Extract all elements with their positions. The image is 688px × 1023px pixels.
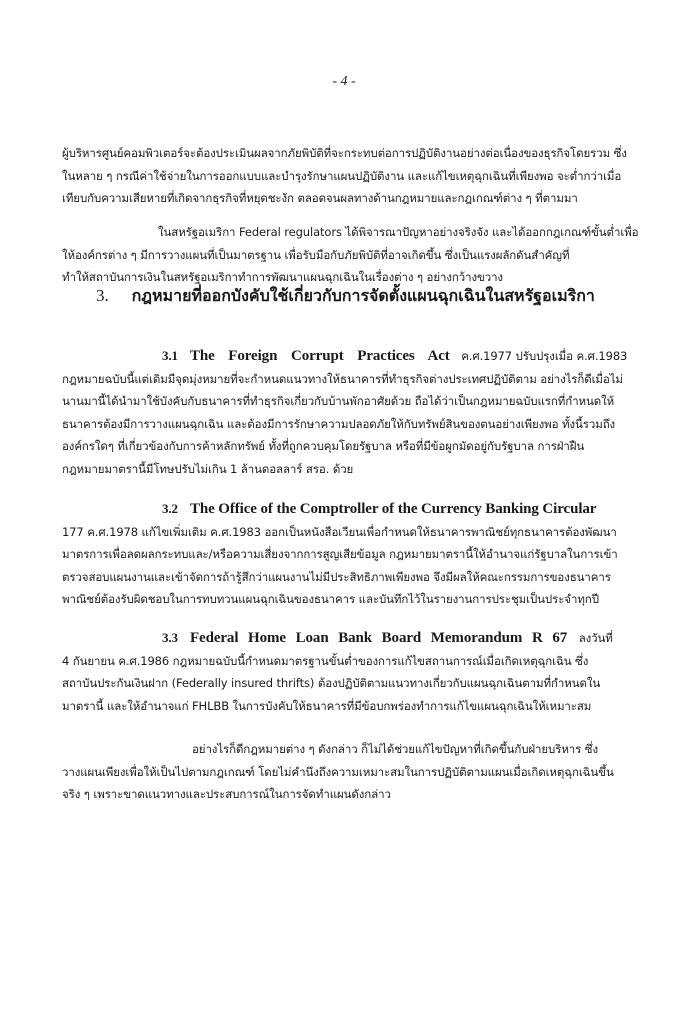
text-line: องค์กรใดๆ ที่เกี่ยวข้องกับการค้าหลักทรัพย์ ทั้งที่ถูกควบคุมโดยรัฐบาล หรือที่มีข้อผูกมัดอยู่กับรัฐบาล การฝ่าฝืน — [62, 439, 585, 453]
section-number: 3. — [96, 286, 109, 305]
subsection-3-1 — [62, 345, 652, 480]
text-line: วางแผนเพียงเพื่อให้เป็นไปตามกฎเกณฑ์ โดยไม่คำนึงถึงความเหมาะสมในการปฏิบัติตามแผนเมื่อเกิดเหตุฉุกเฉินขึ้น — [62, 764, 614, 779]
text-line: ในหลาย ๆ กรณีค่าใช้จ่ายในการออกแบบและบำรุงรักษาแผนปฏิบัติงาน และแก้ไขเหตุฉุกเฉินที่เพียงพอ จะต่ำกว่าเมื่อ — [62, 168, 622, 183]
subsection-title: Federal Home Loan Bank Board Memorandum R 67 — [189, 630, 568, 646]
text-line: เทียบกับความเสียหายที่เกิดจากธุรกิจที่หยุดชะงัก ตลอดจนผลทางด้านกฎหมายและกฎเกณฑ์ต่าง ๆ ที่ตามมา — [62, 191, 578, 205]
text-line: อย่างไรก็ดีกฎหมายต่าง ๆ ดังกล่าว ก็ไม่ได้ช่วยแก้ไขปัญหาที่เกิดขึ้นกับฝ่ายบริหาร ซึ่ง — [192, 742, 599, 756]
text-line: ในสหรัฐอเมริกา Federal regulators ได้พิจารณาปัญหาอย่างจริงจัง และได้ออกกฎเกณฑ์ขั้นต่ำเพื่อ — [158, 225, 639, 239]
intro-paragraph — [62, 142, 652, 210]
text-line: ทำให้สถาบันการเงินในสหรัฐอเมริกาทำการพัฒนาแผนฉุกเฉินในเรื่องต่าง ๆ อย่างกว้างขวาง — [62, 270, 503, 284]
text-line: มาตรการเพื่อลดผลกระทบและ/หรือความเสี่ยงจากการสูญเสียข้อมูล กฎหมายมาตรานี้ให้อำนาจแก่รัฐบาลในการเข้า — [62, 547, 618, 561]
subsection-head-line — [62, 498, 652, 521]
subsection-3-3 — [62, 627, 652, 717]
subsection-number: 3.3 — [162, 630, 178, 645]
text-line: ตรวจสอบแผนงานและเข้าจัดการถ้ารู้สึกว่าแผนงานไม่มีประสิทธิภาพเพียงพอ จึงมีผลให้คณะกรรมการของธนาคาร — [62, 569, 611, 584]
text-line: ผู้บริหารศูนย์คอมพิวเตอร์จะต้องประเมินผลจากภัยพิบัติที่จะกระทบต่อการปฏิบัติงานอย่างต่อเนื่องของธุรกิจโดยรวม ซึ่ง — [62, 146, 627, 160]
text-line: นานมานี้ได้นำมาใช้บังคับกับธนาคารที่ทำธุรกิจเกี่ยวกับบ้านพักอาศัยด้วย ถือได้ว่าเป็นกฎหมายฉบับแรกที่กำหนดให้ — [62, 394, 615, 408]
text-line: 4 กันยายน ค.ศ.1986 กฎหมายฉบับนี้กำหนดมาตรฐานขั้นต่ำของการแก้ไขสถานการณ์เมื่อเกิดเหตุฉุกเฉิน ซึ่ง — [62, 653, 589, 668]
page-number: - 4 - — [332, 74, 356, 89]
subsection-date: ค.ศ.1977 ปรับปรุงเมื่อ ค.ศ.1983 — [461, 349, 628, 363]
subsection-head-line — [62, 345, 652, 368]
closing-paragraph — [62, 738, 652, 806]
subsection-3-2 — [62, 498, 652, 611]
subsection-title: The Foreign Corrupt Practices Act — [189, 348, 450, 364]
text-line: 177 ค.ศ.1978 แก้ไขเพิ่มเติม ค.ศ.1983 ออกเป็นหนังสือเวียนเพื่อกำหนดให้ธนาคารพาณิชย์ทุกธนาคารต้องพัฒนา — [62, 524, 617, 539]
text-line: กฎหมายฉบับนี้แต่เดิมมีจุดมุ่งหมายที่จะกำหนดแนวทางให้ธนาคารที่ทำธุรกิจต่างประเทศปฏิบัติตาม อย่างไรก็ดีเมื่อไม่ — [62, 371, 623, 386]
text-line: พาณิชย์ต้องรับผิดชอบในการทบทวนแผนฉุกเฉินของธนาคาร และบันทึกไว้ในรายงานการประชุมเป็นประจำทุกปี — [62, 592, 599, 606]
text-line: มาตรานี้ และให้อำนาจแก่ FHLBB ในการบังคับให้ธนาคารที่มีข้อบกพร่องทำการแก้ไขแผนฉุกเฉินให้เหมาะสม — [62, 698, 592, 713]
text-line: กฎหมายมาตรานี้มีโทษปรับไม่เกิน 1 ล้านดอลลาร์ สรอ. ด้วย — [62, 461, 354, 476]
subsection-head-line — [62, 627, 652, 650]
regulators-paragraph — [62, 221, 652, 289]
section-title: กฎหมายที่ออกบังคับใช้เกี่ยวกับการจัดตั้งแผนฉุกเฉินในสหรัฐอเมริกา — [131, 286, 595, 305]
subsection-date: ลงวันที่ — [578, 631, 613, 645]
subsection-title: The Office of the Comptroller of the Currency Banking Circular — [189, 501, 597, 517]
text-line: ให้องค์กรต่าง ๆ มีการวางแผนที่เป็นมาตรฐาน เพื่อรับมือกับภัยพิบัติที่อาจเกิดขึ้น ซึ่งเป็นแรงผลักดันสำคัญที่ — [62, 247, 570, 262]
text-line: จริง ๆ เพราะขาดแนวทางและประสบการณ์ในการจัดทำแผนดังกล่าว — [62, 787, 391, 801]
section-heading — [96, 284, 656, 309]
text-line: สถาบันประกันเงินฝาก (Federally insured thrifts) ต้องปฏิบัติตามแนวทางเกี่ยวกับแผนฉุกเฉินตามที่กำหนดใน — [62, 676, 601, 690]
subsection-number: 3.1 — [162, 348, 178, 363]
subsection-number: 3.2 — [162, 501, 178, 516]
text-line: ธนาคารต้องมีการวางแผนฉุกเฉิน และต้องมีการรักษาความปลอดภัยให้กับทรัพย์สินของตนอย่างเพียงพอ ทั้งนี้รวมถึง — [62, 416, 616, 431]
